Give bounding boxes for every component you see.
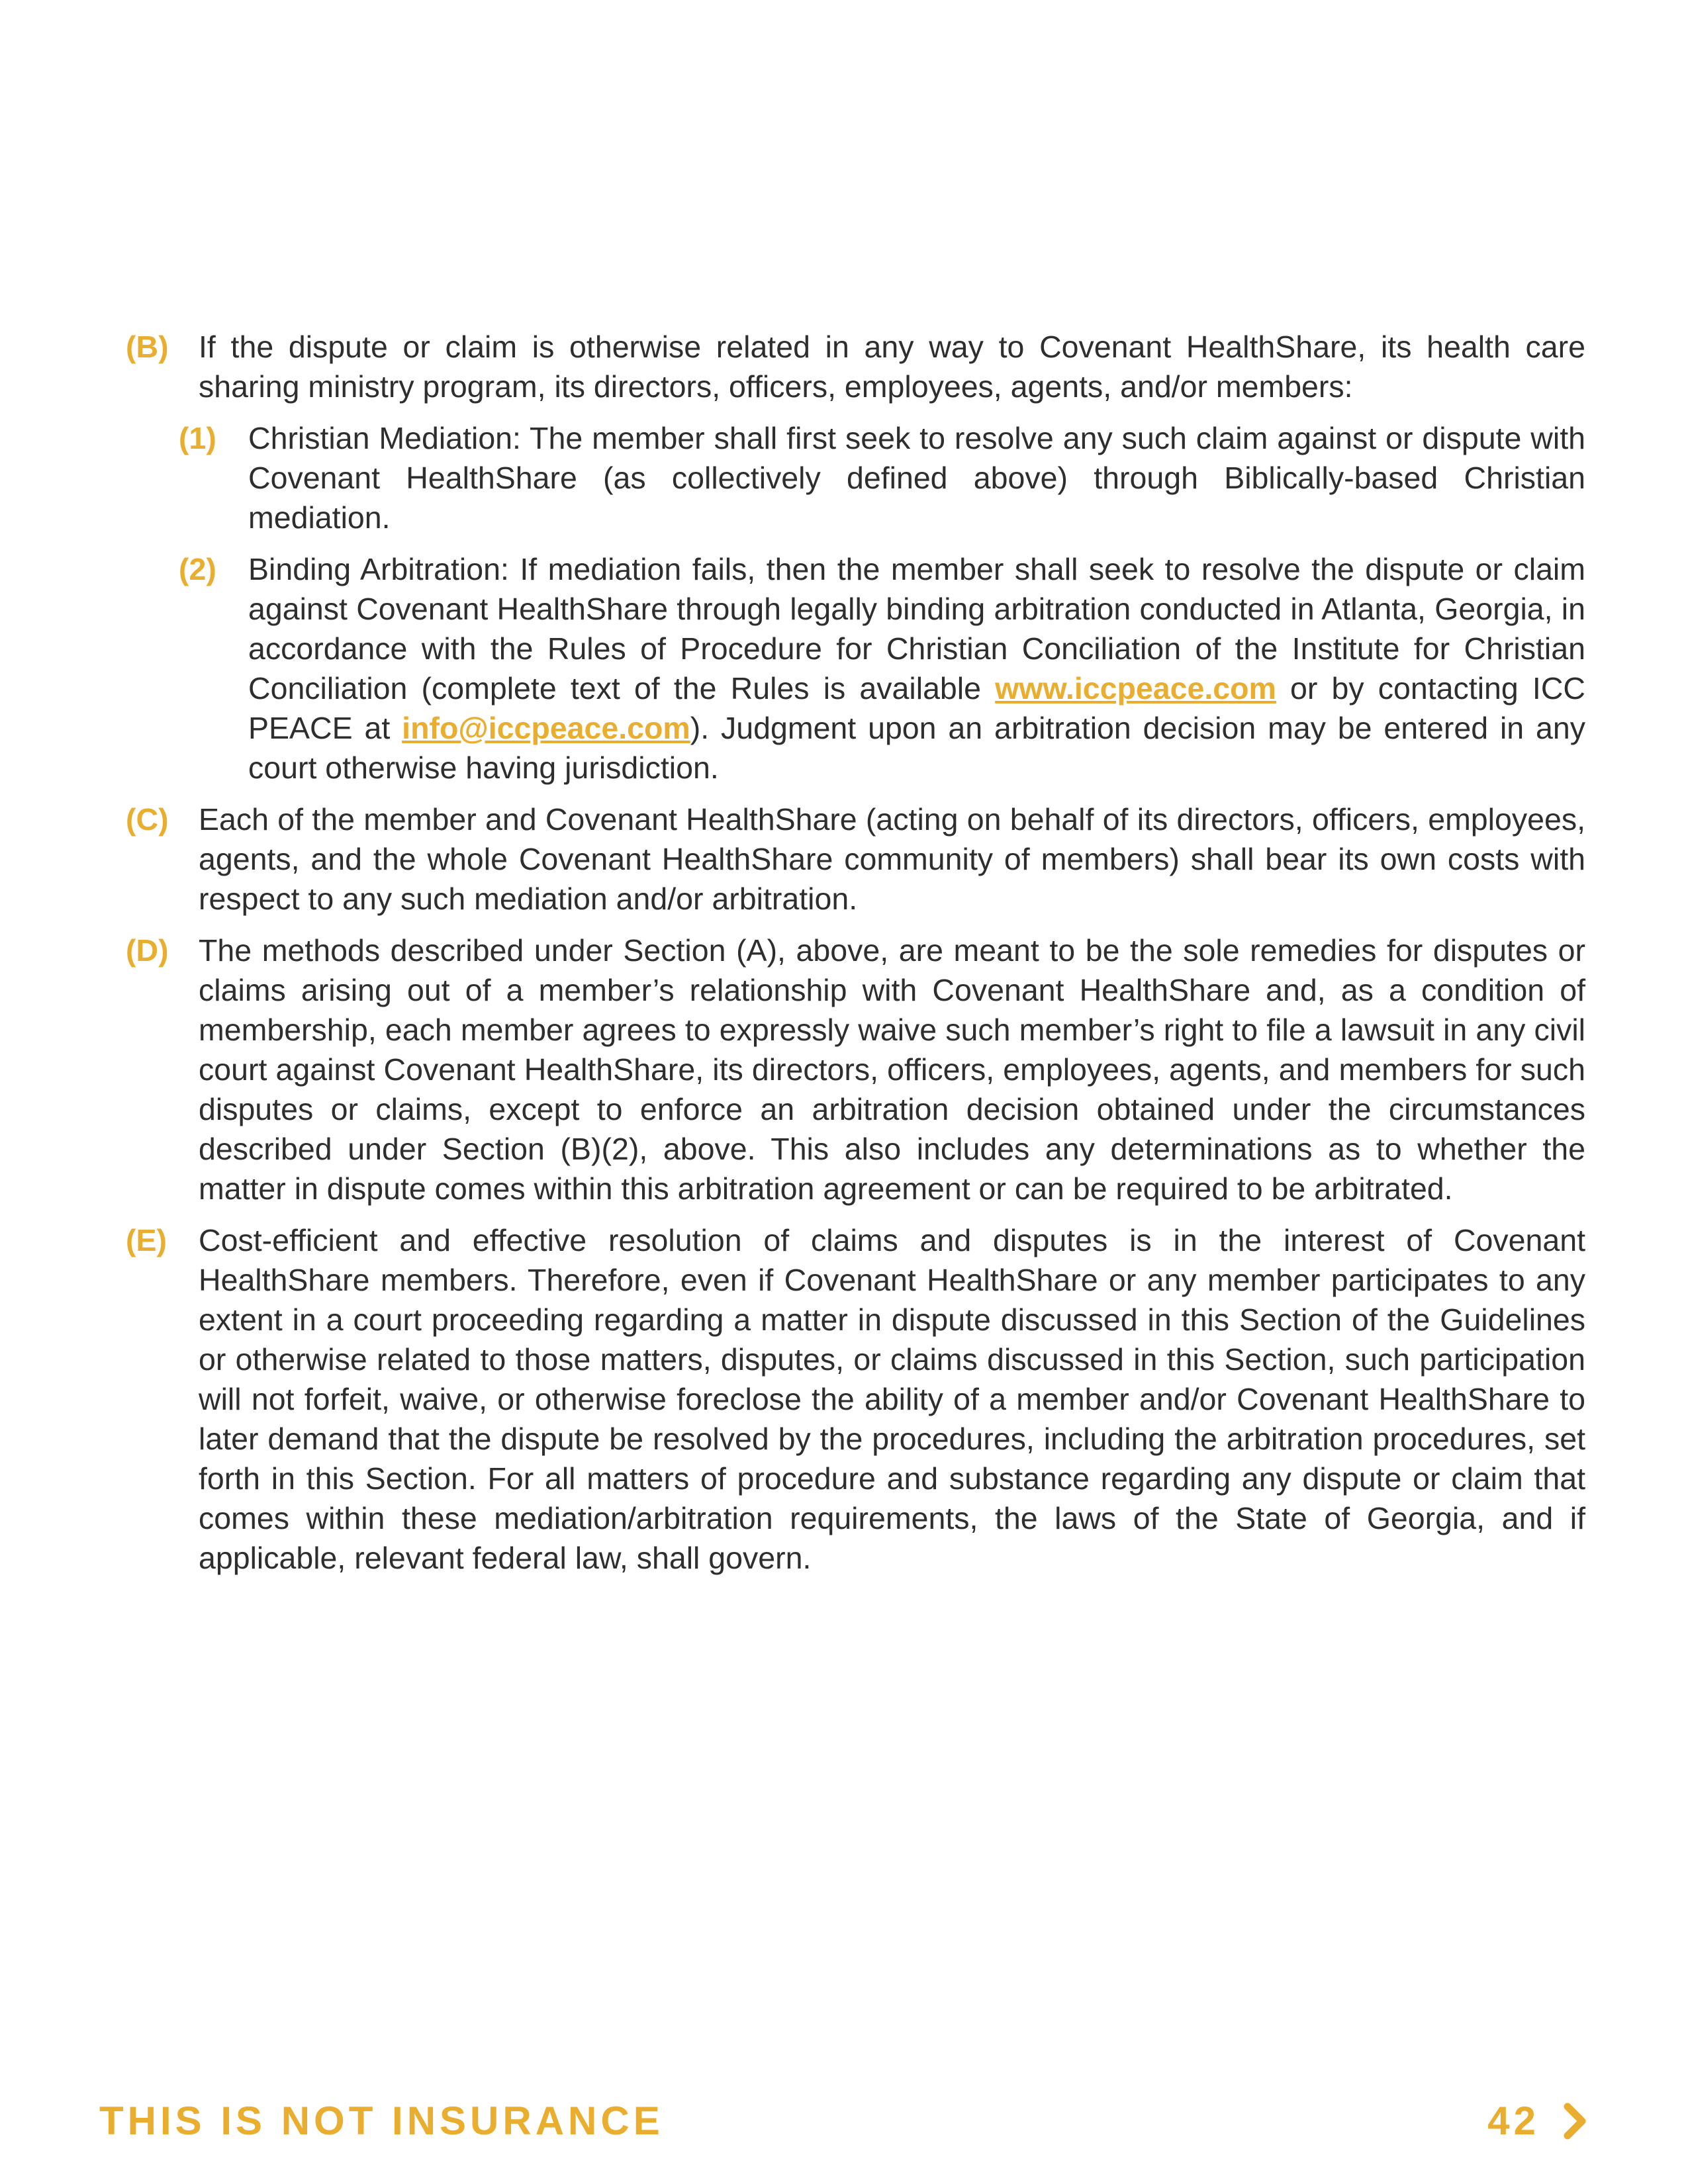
section-c-marker: (C) xyxy=(126,802,169,837)
section-e-text: Cost-efficient and effective resolution of claims and disputes is in the interest of Covenant HealthShare members. Therefore, even if Covenant HealthShare or any member participates to any extent in a court proceeding regarding a matter in dispute discussed in this Section of the Guidelines or otherwise related to those matters, disputes, or claims discussed in this Section, such participation will not forfeit, waive, or otherwise foreclose the ability of a member and/or Covenant HealthShare to later demand that the dispute be resolved by the procedures, including the arbitration procedures, set forth in this Section. For all matters of procedure and substance regarding any dispute or claim that comes within these mediation/arbitration requirements, the laws of the State of Georgia, and if applicable, relevant federal law, shall govern. xyxy=(199,1223,1585,1575)
section-b-marker: (B) xyxy=(126,330,169,364)
section-b xyxy=(126,327,1585,406)
section-b2-text-part1: Binding Arbitration: If mediation fails, then the member shall seek to resolve the dispute or claim against Covenant HealthShare through legally binding arbitration conducted in Atlanta, Georgia, in accordance with the Rules of Procedure for Christian Conciliation of the Institute for Christian Conciliation (complete text of the Rules is available xyxy=(248,552,1585,705)
section-d-text: The methods described under Section (A), above, are meant to be the sole remedies for disputes or claims arising out of a member’s relationship with Covenant HealthShare and, as a condition of membership, each member agrees to expressly waive such member’s right to file a lawsuit in any civil court against Covenant HealthShare, its directors, officers, employees, agents, and members for such disputes or claims, except to enforce an arbitration decision obtained under the circumstances described under Section (B)(2), above. This also includes any determinations as to whether the matter in dispute comes within this arbitration agreement or can be required to be arbitrated. xyxy=(199,933,1585,1206)
section-b2-text-part3: ). Judgment upon an arbitration decision may be entered in any court otherwise having jurisdiction. xyxy=(248,711,1585,785)
footer-disclaimer: THIS IS NOT INSURANCE xyxy=(99,2099,664,2143)
iccpeace-website-link[interactable]: www.iccpeace.com xyxy=(995,671,1276,705)
section-b2-marker: (2) xyxy=(179,552,216,586)
chevron-right-icon[interactable] xyxy=(1562,2103,1589,2140)
section-e xyxy=(126,1220,1585,1578)
footer-page-nav xyxy=(1487,2098,1589,2144)
section-b1-marker: (1) xyxy=(179,421,216,455)
document-body xyxy=(126,327,1585,1590)
section-d-marker: (D) xyxy=(126,933,169,968)
section-c xyxy=(126,799,1585,919)
section-b2-text-part2: or by contacting ICC PEACE at xyxy=(248,671,1585,745)
section-e-marker: (E) xyxy=(126,1223,167,1257)
section-c-text: Each of the member and Covenant HealthShare (acting on behalf of its directors, officers, employees, agents, and the whole Covenant HealthShare community of members) shall bear its own costs with respect to any such mediation and/or arbitration. xyxy=(199,802,1585,916)
section-b1 xyxy=(126,418,1585,537)
section-b2 xyxy=(126,549,1585,788)
section-d xyxy=(126,931,1585,1208)
section-b-text: If the dispute or claim is otherwise related in any way to Covenant HealthShare, its health care sharing ministry program, its directors, officers, employees, agents, and/or members: xyxy=(199,330,1585,404)
iccpeace-email-link[interactable]: info@iccpeace.com xyxy=(402,711,690,745)
section-b1-text: Christian Mediation: The member shall first seek to resolve any such claim against or dispute with Covenant HealthShare (as collectively defined above) through Biblically-based Christian mediation. xyxy=(248,421,1585,535)
page-number: 42 xyxy=(1487,2099,1540,2143)
